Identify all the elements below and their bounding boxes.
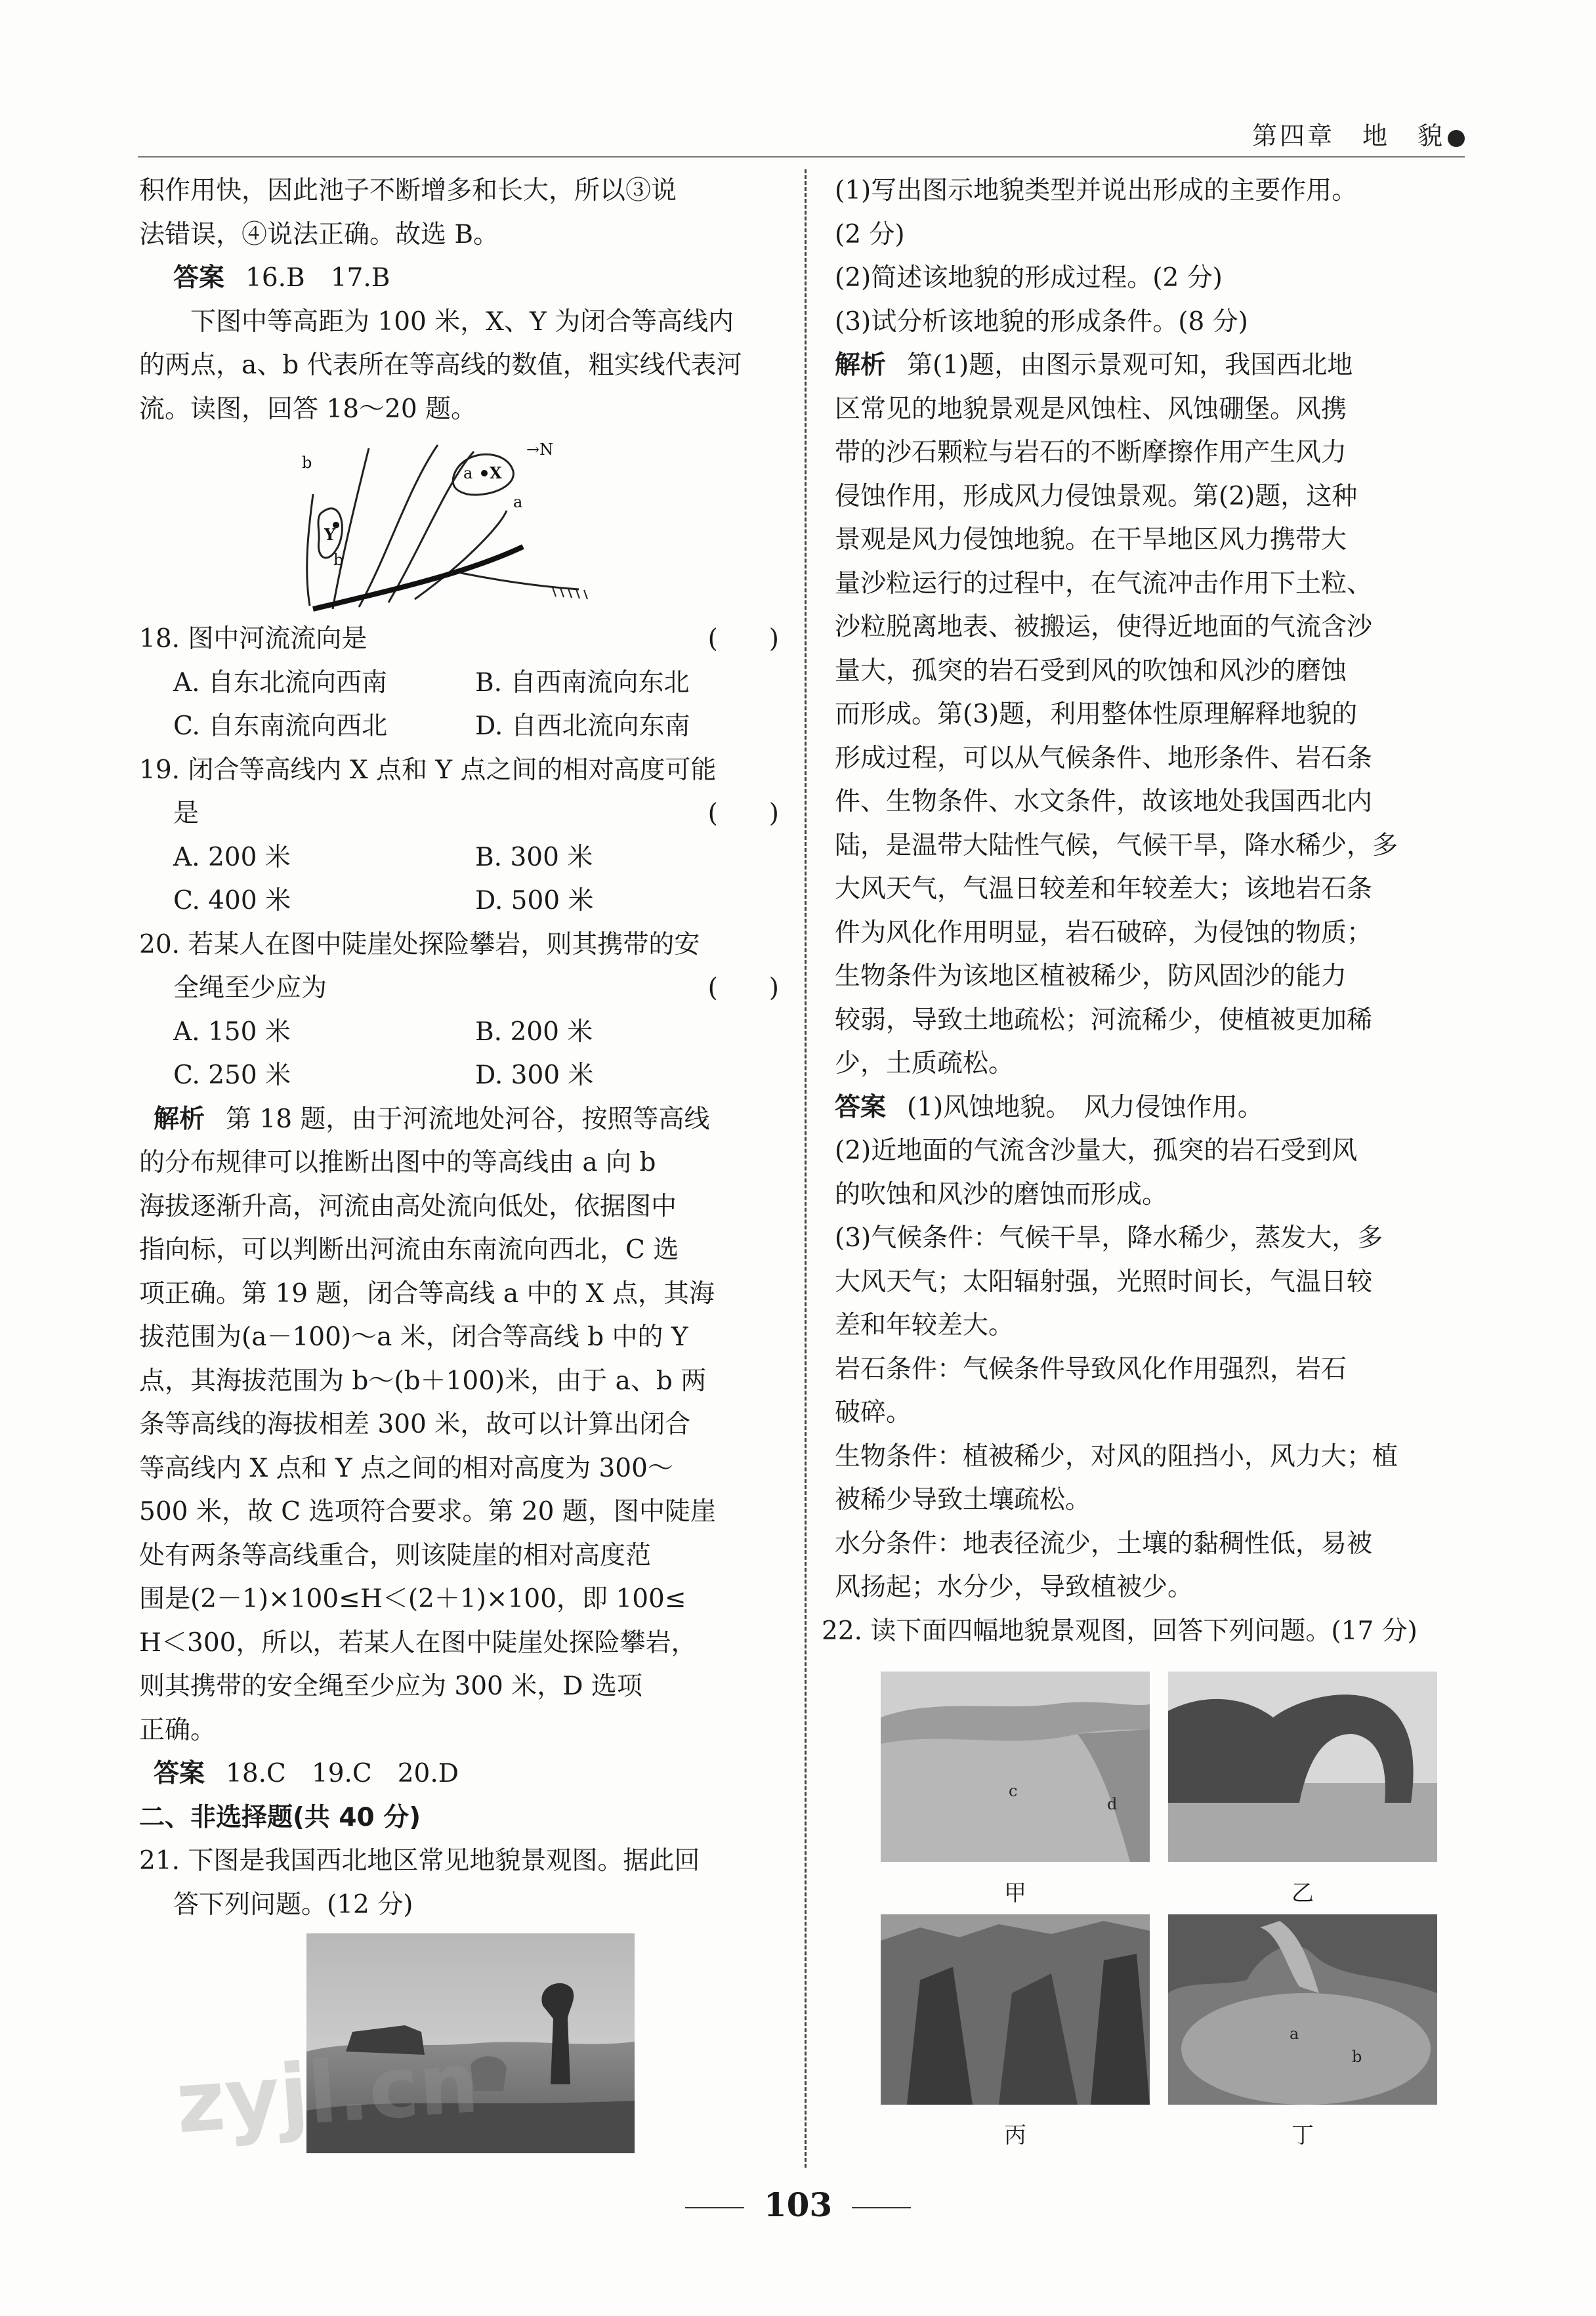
sea-arch-photo bbox=[1168, 1672, 1437, 1862]
answer-line: (3)气候条件：气候干旱，降水稀少，蒸发大，多 bbox=[835, 1223, 1383, 1253]
photo-jia bbox=[881, 1672, 1150, 1910]
analysis-text: 第(1)题，由图示景观可知，我国西北地 bbox=[907, 350, 1353, 380]
page-number-text: 103 bbox=[763, 2185, 833, 2224]
analysis-line: 海拔逐渐升高，河流由高处流向低处，依据图中 bbox=[139, 1191, 677, 1221]
analysis-label: 解析 bbox=[835, 350, 887, 380]
karst-peaks-photo bbox=[881, 1914, 1150, 2105]
label-b-top: b bbox=[302, 453, 312, 472]
analysis-line bbox=[835, 344, 1475, 388]
question-22: 22. 读下面四幅地貌景观图，回答下列问题。(17 分) bbox=[822, 1616, 1418, 1646]
option: A. 自东北流向西南 bbox=[173, 667, 387, 698]
option: D. 自西北流向东南 bbox=[475, 711, 690, 741]
option: C. 250 米 bbox=[173, 1061, 291, 1090]
question-18 bbox=[139, 618, 786, 662]
sub-question-3: (3)试分析该地貌的形成条件。(8 分) bbox=[835, 306, 1248, 337]
label-b: b bbox=[1352, 2047, 1362, 2066]
caption-jia: 甲 bbox=[1004, 1880, 1026, 1906]
header-rule bbox=[138, 156, 1465, 158]
caption-ding: 丁 bbox=[1292, 2122, 1314, 2149]
options-row bbox=[139, 1011, 786, 1055]
contour-line bbox=[333, 448, 369, 609]
answer-blank: ( ) bbox=[707, 799, 779, 828]
option: C. 自东南流向西北 bbox=[173, 711, 388, 741]
option: A. 200 米 bbox=[173, 842, 291, 872]
label-c: c bbox=[1009, 1782, 1018, 1800]
page-number bbox=[0, 2185, 1596, 2224]
analysis-line: 较弱，导致土地疏松；河流稀少，使植被更加稀 bbox=[835, 1005, 1373, 1035]
cliff-line bbox=[461, 573, 579, 589]
answer-line: 风扬起；水分少，导致植被少。 bbox=[835, 1572, 1194, 1602]
chapter-title: 第四章 地 貌 bbox=[1251, 121, 1445, 150]
option: B. 自西南流向东北 bbox=[475, 667, 690, 698]
question-text: 是 bbox=[173, 799, 200, 828]
question-20: 20. 若某人在图中陡崖处探险攀岩，则其携带的安 bbox=[139, 929, 700, 959]
question-19-cont bbox=[139, 792, 786, 836]
label-d: d bbox=[1107, 1795, 1118, 1813]
analysis-line: 围是(2－1)×100≤H＜(2＋1)×100，即 100≤ bbox=[139, 1584, 686, 1614]
analysis-line: 条等高线的海拔相差 300 米，故可以计算出闭合 bbox=[139, 1410, 691, 1439]
analysis-line: 景观是风力侵蚀地貌。在干旱地区风力携带大 bbox=[835, 525, 1347, 555]
sub-question-1: (1)写出图示地貌类型并说出形成的主要作用。 bbox=[835, 176, 1358, 205]
column-divider bbox=[805, 169, 807, 2168]
options-row bbox=[139, 1054, 786, 1098]
answer-line: (2)近地面的气流含沙量大，孤突的岩石受到风 bbox=[835, 1136, 1358, 1166]
analysis-line: 形成过程，可以从气候条件、地形条件、岩石条 bbox=[835, 743, 1373, 773]
option: C. 400 米 bbox=[173, 886, 291, 916]
question-21-cont: 答下列问题。(12 分) bbox=[173, 1889, 413, 1920]
analysis-line: 量大，孤突的岩石受到风的吹蚀和风沙的磨蚀 bbox=[835, 656, 1347, 686]
analysis-line: 处有两条等高线重合，则该陡崖的相对高度范 bbox=[139, 1540, 652, 1570]
photo-bing bbox=[881, 1914, 1150, 2153]
label-a: a bbox=[1290, 2024, 1299, 2043]
question-text: 全绳至少应为 bbox=[173, 973, 327, 1003]
answer-line: 生物条件：植被稀少，对风的阻挡小，风力大；植 bbox=[835, 1441, 1398, 1471]
analysis-line bbox=[139, 1098, 786, 1142]
answer-blank: ( ) bbox=[707, 973, 779, 1003]
analysis-line: 量沙粒运行的过程中，在气流冲击作用下土粒、 bbox=[835, 568, 1373, 599]
answer-blank: ( ) bbox=[707, 624, 779, 654]
analysis-line: 少，土质疏松。 bbox=[835, 1049, 1015, 1078]
label-y: Y bbox=[324, 525, 336, 544]
analysis-line: 正确。 bbox=[139, 1715, 217, 1745]
analysis-line: 而形成。第(3)题，利用整体性原理解释地貌的 bbox=[835, 700, 1358, 729]
answer-18-20 bbox=[139, 1752, 786, 1796]
options-row bbox=[139, 836, 786, 880]
contour-line-a bbox=[415, 511, 507, 599]
answer-text: (1)风蚀地貌。 风力侵蚀作用。 bbox=[907, 1092, 1263, 1122]
analysis-line: 件为风化作用明显，岩石破碎，为侵蚀的物质； bbox=[835, 917, 1373, 948]
answer-label: 答案 bbox=[173, 263, 225, 293]
question-21: 21. 下图是我国西北地区常见地貌景观图。据此回 bbox=[139, 1846, 700, 1876]
analysis-line: 指向标，可以判断出河流由东南流向西北，C 选 bbox=[139, 1235, 679, 1265]
analysis-line: 的分布规律可以推断出图中的等高线由 a 向 b bbox=[139, 1148, 656, 1177]
analysis-line: 拔范围为(a－100)～a 米，闭合等高线 b 中的 Y bbox=[139, 1322, 688, 1352]
analysis-line: 陆，是温带大陆性气候，气候干旱，降水稀少，多 bbox=[835, 830, 1398, 860]
answer-line: 水分条件：地表径流少，土壤的黏稠性低，易被 bbox=[835, 1528, 1373, 1559]
options-row bbox=[139, 662, 786, 705]
option: D. 500 米 bbox=[475, 886, 594, 916]
north-arrow: →N bbox=[526, 440, 554, 459]
desert-dune-photo bbox=[881, 1672, 1150, 1862]
question-19: 19. 闭合等高线内 X 点和 Y 点之间的相对高度可能 bbox=[139, 755, 717, 785]
chapter-dot-icon bbox=[1448, 130, 1465, 147]
analysis-line: 生物条件为该地区植被稀少，防风固沙的能力 bbox=[835, 961, 1347, 991]
caption-bing: 丙 bbox=[1004, 2122, 1026, 2149]
right-column bbox=[822, 169, 1475, 2153]
answer-text: 18.C 19.C 20.D bbox=[226, 1759, 459, 1788]
text-line: 法错误，④说法正确。故选 B。 bbox=[139, 219, 499, 249]
answer-21-1 bbox=[835, 1086, 1475, 1130]
options-row bbox=[139, 879, 786, 923]
page-dash bbox=[685, 2207, 744, 2208]
option: A. 150 米 bbox=[173, 1017, 291, 1047]
analysis-line: H＜300，所以，若某人在图中陡崖处探险攀岩， bbox=[139, 1628, 697, 1658]
point-x bbox=[481, 470, 488, 476]
chapter-header bbox=[1252, 116, 1465, 152]
analysis-line: 则其携带的安全绳至少应为 300 米，D 选项 bbox=[139, 1672, 642, 1701]
answer-line: 岩石条件：气候条件导致风化作用强烈，岩石 bbox=[835, 1354, 1347, 1384]
sub-question-1-score: (2 分) bbox=[835, 219, 905, 249]
photo-ding bbox=[1168, 1914, 1437, 2153]
label-a-x: a bbox=[463, 464, 473, 482]
label-b-low: b bbox=[333, 551, 344, 569]
answer-text: 16.B 17.B bbox=[245, 263, 390, 293]
question-20-cont bbox=[139, 967, 786, 1011]
landform-photo-grid bbox=[881, 1672, 1475, 2153]
text-line: 积作用快，因此池子不断增多和长大，所以③说 bbox=[139, 176, 677, 205]
label-x: X bbox=[490, 463, 502, 482]
text-line: 流。读图，回答 18～20 题。 bbox=[139, 394, 477, 424]
analysis-line: 沙粒脱离地表、被搬运，使得近地面的气流含沙 bbox=[835, 612, 1373, 642]
analysis-line: 区常见的地貌景观是风蚀柱、风蚀硼堡。风携 bbox=[835, 394, 1347, 424]
page-dash bbox=[852, 2207, 911, 2208]
analysis-line: 侵蚀作用，形成风力侵蚀景观。第(2)题，这种 bbox=[835, 481, 1358, 511]
text-line: 下图中等高距为 100 米，X、Y 为闭合等高线内 bbox=[190, 306, 734, 337]
analysis-line: 500 米，故 C 选项符合要求。第 20 题，图中陡崖 bbox=[139, 1497, 716, 1526]
section-heading: 二、非选择题(共 40 分) bbox=[139, 1802, 421, 1832]
analysis-line: 项正确。第 19 题，闭合等高线 a 中的 X 点，其海 bbox=[139, 1278, 715, 1309]
option: B. 200 米 bbox=[475, 1017, 593, 1047]
caption-yi: 乙 bbox=[1292, 1880, 1314, 1906]
option: B. 300 米 bbox=[475, 842, 593, 872]
analysis-line: 带的沙石颗粒与岩石的不断摩擦作用产生风力 bbox=[835, 438, 1347, 467]
answer-label: 答案 bbox=[154, 1759, 205, 1788]
contour-line-b bbox=[307, 494, 313, 606]
photo-yi bbox=[1168, 1672, 1437, 1910]
analysis-line: 件、生物条件、水文条件，故该地处我国西北内 bbox=[835, 787, 1373, 816]
answer-line: 的吹蚀和风沙的磨蚀而形成。 bbox=[835, 1179, 1168, 1210]
question-text: 18. 图中河流流向是 bbox=[139, 624, 368, 654]
answer-line: 被稀少导致土壤疏松。 bbox=[835, 1485, 1091, 1515]
analysis-line: 点，其海拔范围为 b～(b＋100)米，由于 a、b 两 bbox=[139, 1366, 707, 1396]
analysis-label: 解析 bbox=[154, 1104, 205, 1134]
option: D. 300 米 bbox=[475, 1061, 594, 1090]
watermark: zyjl.cn bbox=[173, 2034, 482, 2153]
analysis-text: 第 18 题，由于河流地处河谷，按照等高线 bbox=[226, 1104, 710, 1134]
label-a: a bbox=[513, 493, 523, 511]
answer-line: 大风天气；太阳辐射强，光照时间长，气温日较 bbox=[835, 1267, 1373, 1297]
answer-16-17 bbox=[139, 257, 786, 301]
analysis-line: 大风天气，气温日较差和年较差大；该地岩石条 bbox=[835, 874, 1373, 904]
analysis-line: 等高线内 X 点和 Y 点之间的相对高度为 300～ bbox=[139, 1453, 673, 1483]
answer-line: 差和年较差大。 bbox=[835, 1311, 1015, 1340]
options-row bbox=[139, 705, 786, 749]
alluvial-fan-photo bbox=[1168, 1914, 1437, 2105]
answer-label: 答案 bbox=[835, 1092, 887, 1122]
left-column bbox=[139, 169, 786, 2153]
text-line: 的两点，a、b 代表所在等高线的数值，粗实线代表河 bbox=[139, 350, 742, 380]
sub-question-2: (2)简述该地貌的形成过程。(2 分) bbox=[835, 263, 1223, 293]
answer-line: 破碎。 bbox=[835, 1398, 912, 1427]
contour-map-diagram bbox=[297, 435, 638, 612]
